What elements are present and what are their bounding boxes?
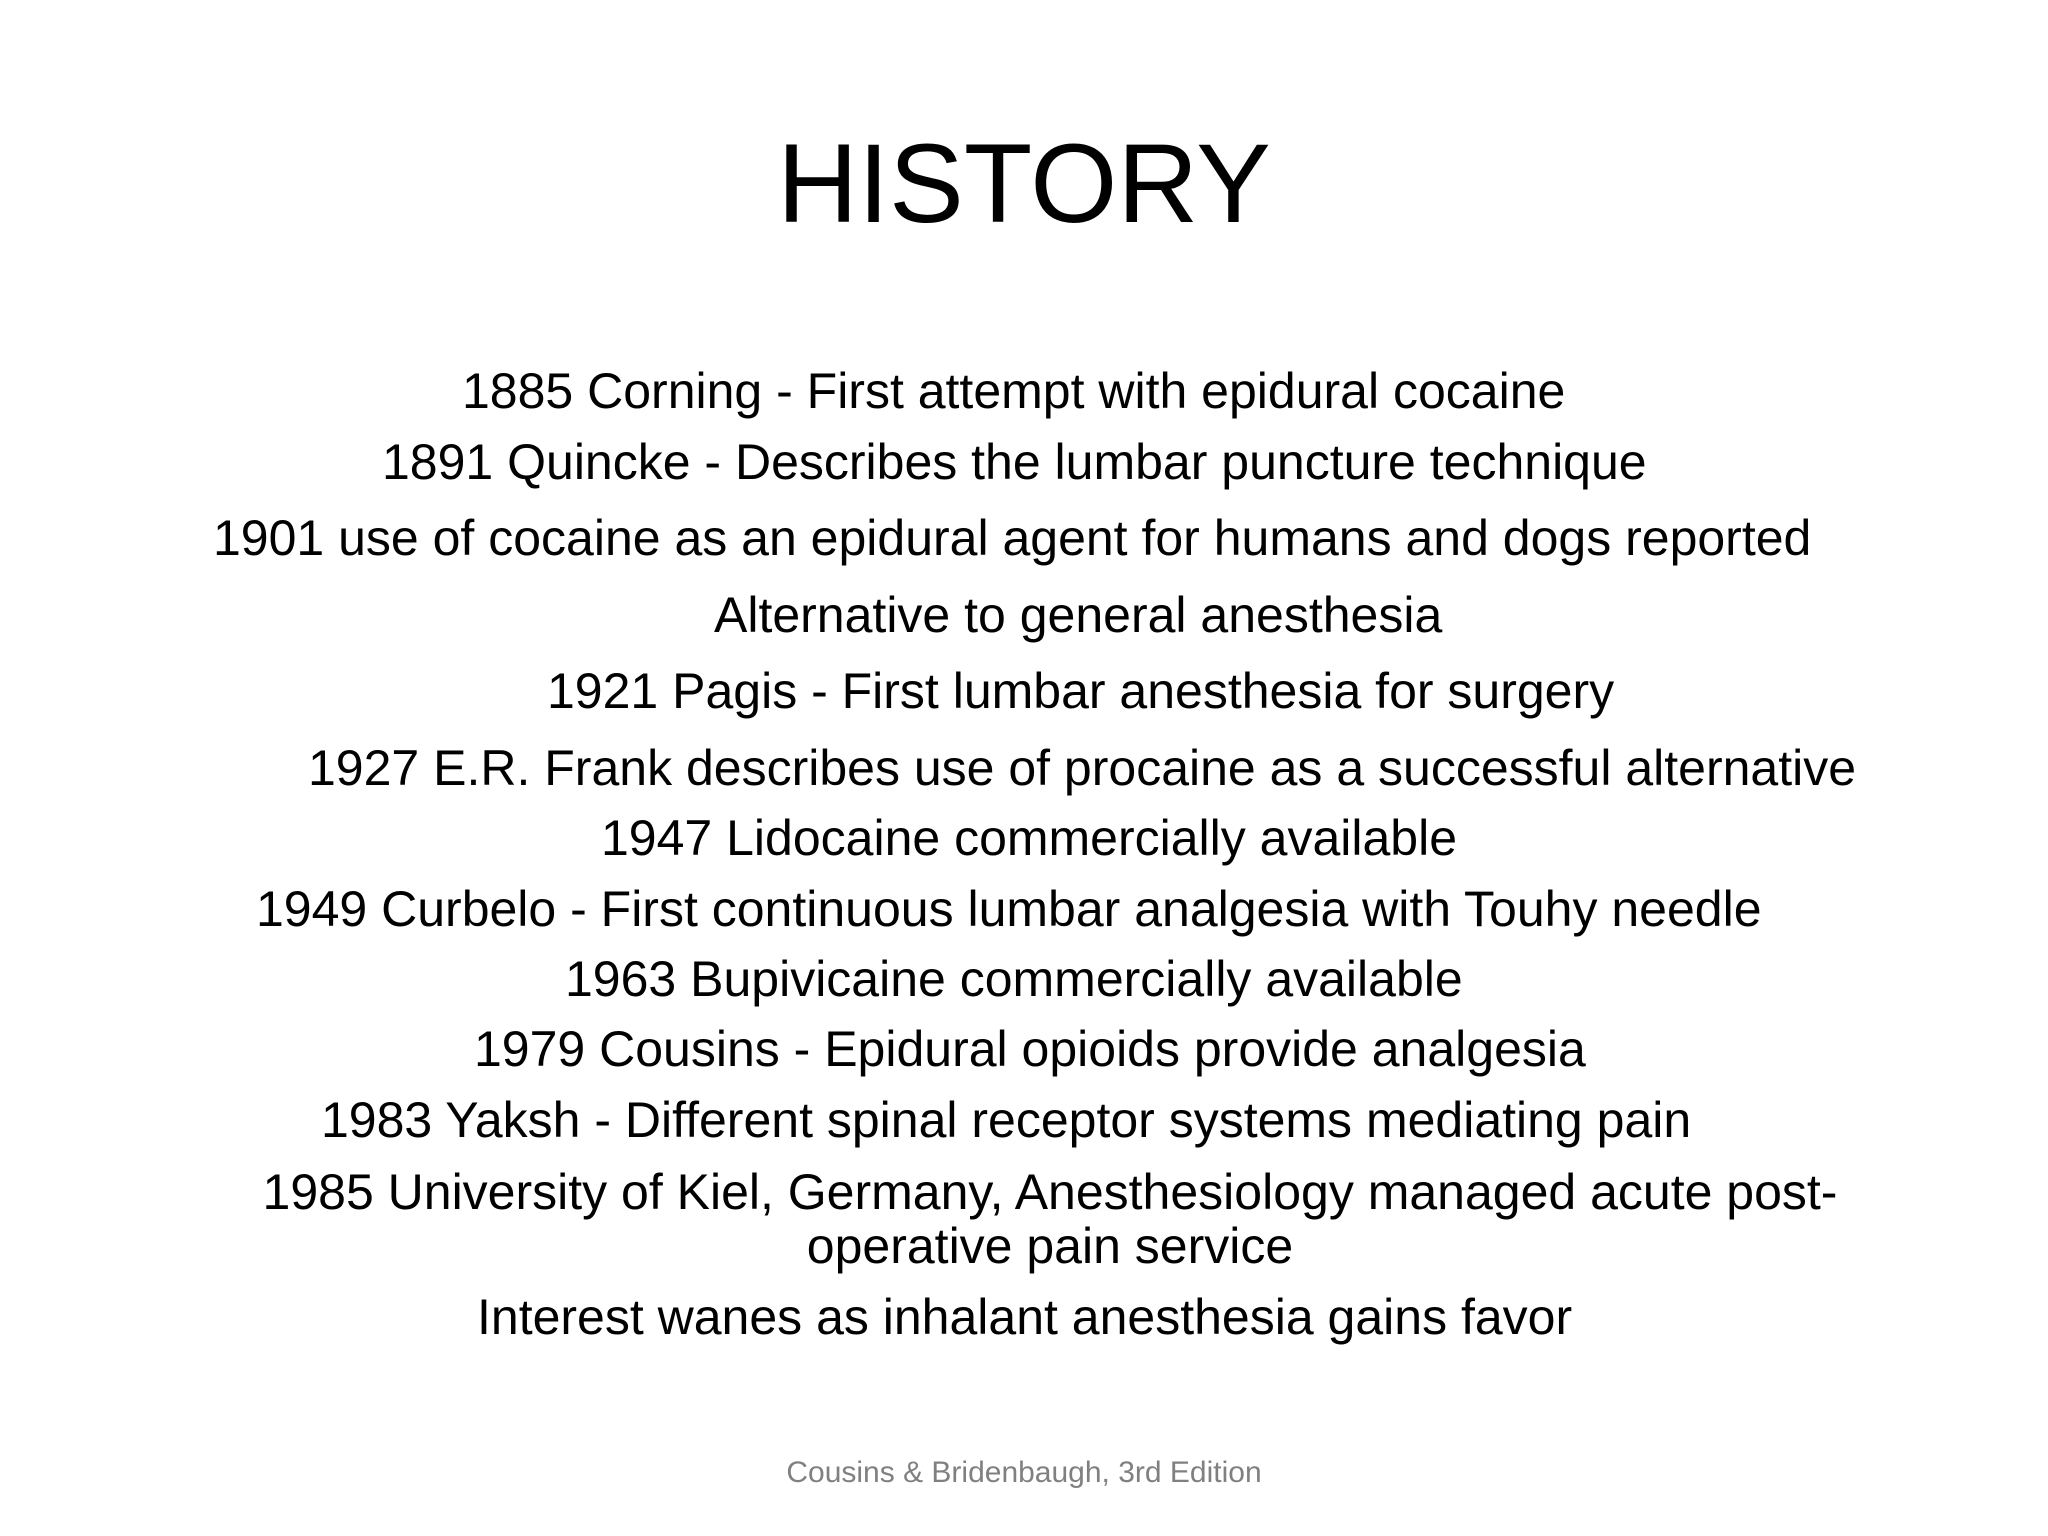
history-item-1979: 1979 Cousins - Epidural opioids provide analgesia: [474, 1021, 1586, 1077]
history-item-alternative: Alternative to general anesthesia: [714, 587, 1443, 643]
source-citation: Cousins & Bridenbaugh, 3rd Edition: [786, 1456, 1262, 1489]
history-item-1947: 1947 Lidocaine commercially available: [601, 810, 1458, 866]
history-item-1949: 1949 Curbelo - First continuous lumbar analgesia with Touhy needle: [256, 881, 1762, 937]
history-item-1885: 1885 Corning - First attempt with epidural cocaine: [462, 363, 1566, 419]
history-item-1921: 1921 Pagis - First lumbar anesthesia for surgery: [547, 663, 1615, 719]
history-item-1927: 1927 E.R. Frank describes use of procaine as a successful alternative: [308, 740, 1857, 796]
history-item-1985: 1985 University of Kiel, Germany, Anesthesiology managed acute post-operative pain service: [262, 1164, 1838, 1274]
slide-title: HISTORY: [777, 121, 1271, 246]
history-item-interest: Interest wanes as inhalant anesthesia gains favor: [477, 1289, 1573, 1345]
history-item-1891: 1891 Quincke - Describes the lumbar puncture technique: [382, 434, 1647, 490]
history-item-1983: 1983 Yaksh - Different spinal receptor systems mediating pain: [321, 1092, 1692, 1148]
history-item-1901: 1901 use of cocaine as an epidural agent for humans and dogs reported: [213, 510, 1812, 566]
history-item-1963: 1963 Bupivicaine commercially available: [565, 951, 1463, 1007]
